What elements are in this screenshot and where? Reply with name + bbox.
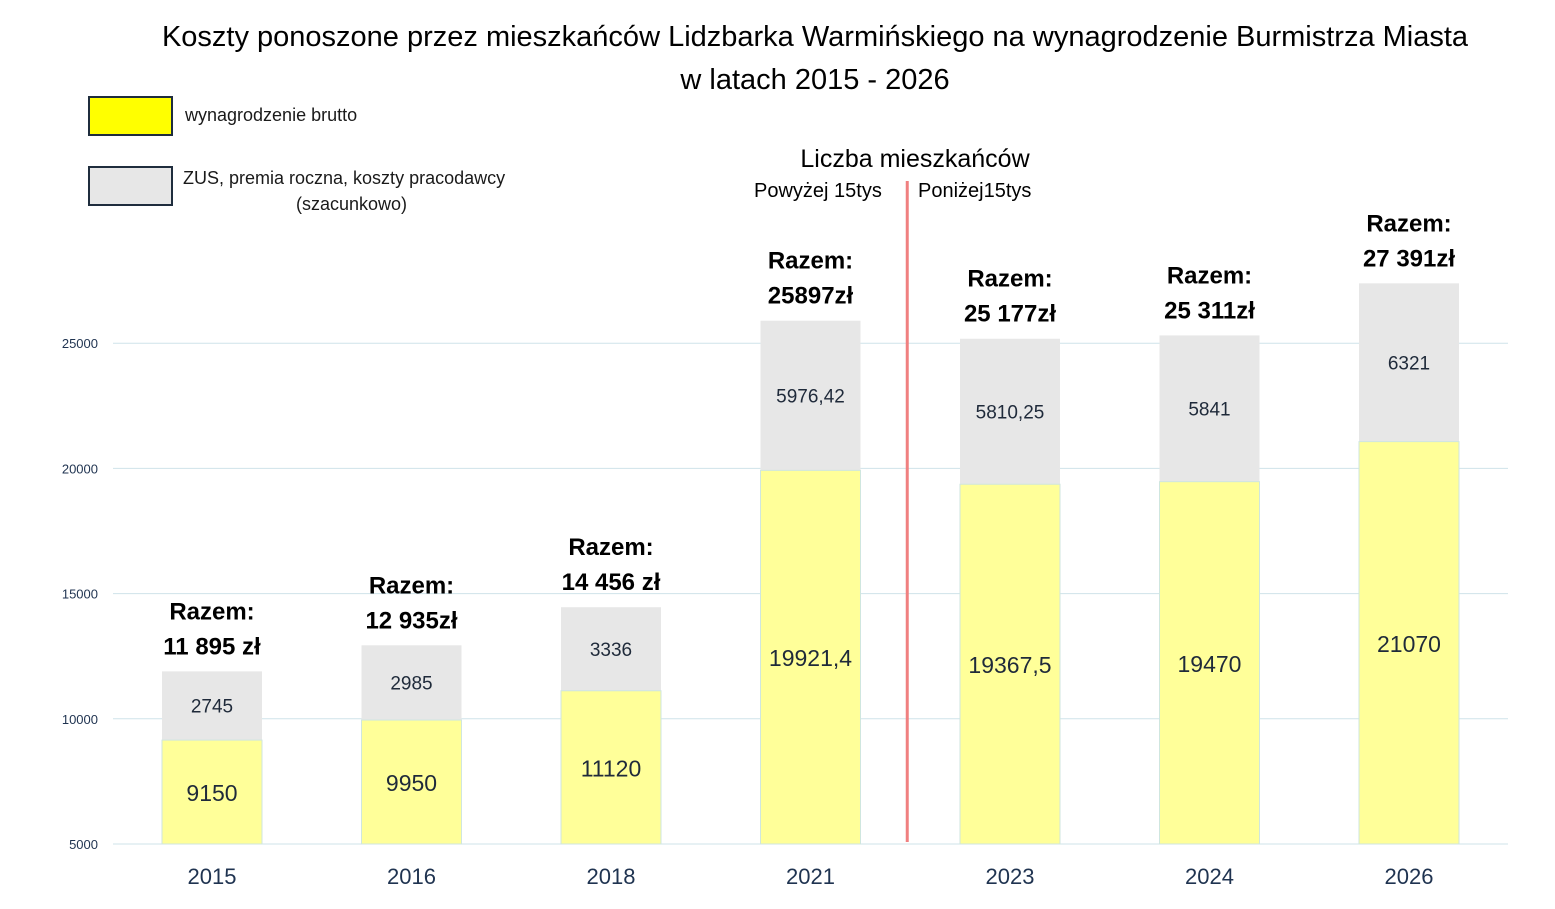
x-tick-label: 2026	[1384, 864, 1434, 889]
total-label-value: 25 177zł	[963, 300, 1057, 328]
total-label-heading: Razem:	[568, 534, 654, 562]
y-tick-label: 5000	[69, 837, 98, 852]
x-tick-label: 2021	[786, 864, 835, 889]
data-label-salary: 19921,4	[768, 645, 853, 672]
data-label-extra: 2985	[390, 673, 433, 695]
data-label-salary: 9950	[385, 770, 438, 797]
data-label-salary: 19367,5	[968, 652, 1052, 679]
x-tick-label: 2024	[1185, 864, 1234, 889]
data-label-salary: 19470	[1177, 650, 1242, 677]
legend-label-extra-line2: (szacunkowo)	[296, 194, 408, 214]
data-label-extra: 6321	[1387, 353, 1431, 375]
total-label-heading: Razem:	[767, 247, 854, 275]
legend-label-extra-line1: ZUS, premia roczna, koszty pracodawcy	[183, 168, 506, 188]
total-label-value: 25897zł	[767, 282, 854, 310]
total-label-value: 14 456 zł	[561, 569, 661, 597]
data-label-salary: 11120	[580, 755, 642, 782]
total-label-value: 12 935zł	[365, 607, 458, 635]
data-label-extra: 2745	[190, 696, 234, 718]
total-label-value: 11 895 zł	[163, 633, 261, 661]
data-label-salary: 9150	[186, 780, 238, 807]
total-label-heading: Razem:	[967, 265, 1053, 293]
x-tick-label: 2015	[187, 864, 237, 889]
y-tick-label: 10000	[61, 711, 98, 727]
data-label-salary: 21070	[1377, 630, 1441, 657]
y-tick-label: 20000	[61, 461, 98, 477]
population-below-label: Poniżej15tys	[918, 180, 1032, 202]
y-tick-label: 25000	[61, 336, 98, 352]
data-label-extra: 5841	[1188, 399, 1231, 421]
chart-title-line1: Koszty ponoszone przez mieszkańców Lidzbarka Warmińskiego na wynagrodzenie Burmistrza Miasta	[161, 21, 1469, 53]
population-above-label: Powyżej 15tys	[754, 180, 882, 202]
y-tick-label: 15000	[61, 586, 98, 602]
population-title: Liczba mieszkańców	[800, 145, 1030, 173]
data-label-extra: 5810,25	[975, 402, 1045, 424]
total-label-heading: Razem:	[368, 572, 455, 600]
data-label-extra: 5976,42	[776, 386, 845, 408]
x-tick-label: 2018	[586, 864, 636, 889]
total-label-value: 27 391zł	[1362, 245, 1456, 273]
legend-label-salary: wynagrodzenie brutto	[185, 105, 358, 125]
data-label-extra: 3336	[589, 639, 633, 661]
x-tick-label: 2023	[985, 864, 1035, 889]
chart-title-line2: w latach 2015 - 2026	[680, 64, 950, 96]
total-label-value: 25 311zł	[1164, 297, 1255, 325]
total-label-heading: Razem:	[1366, 210, 1452, 238]
total-label-heading: Razem:	[1166, 262, 1253, 290]
total-label-heading: Razem:	[169, 598, 255, 626]
x-tick-label: 2016	[387, 864, 436, 889]
